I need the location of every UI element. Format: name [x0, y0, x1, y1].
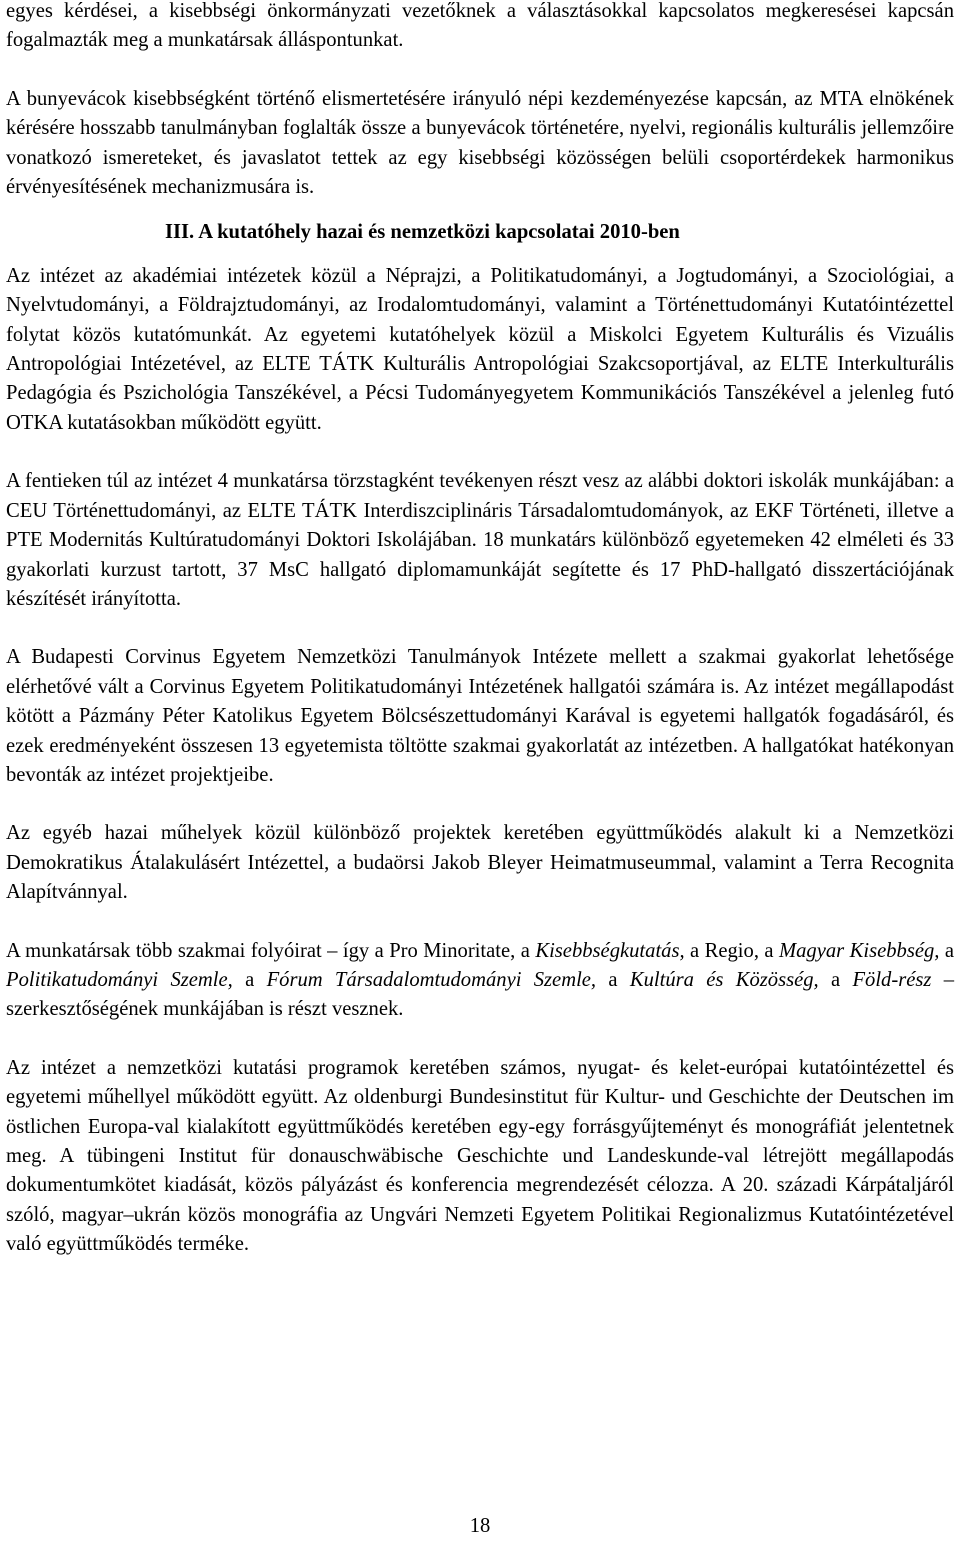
journal-kultura-es-kozosseg: Kultúra és Közösség,: [629, 968, 819, 991]
journals-text: , a: [510, 939, 536, 962]
journal-kisebbsegkutatas: Kisebbségkutatás,: [535, 939, 685, 962]
paragraph-doctoral-schools: A fentieken túl az intézet 4 munkatársa törzstagként tevékenyen részt vesz az alábbi doktori iskolák munkájában: a CEU Történettudományi, az ELTE TÁTK Interdiszciplináris Társadalomtudományok, az EKF Történeti, illetve a PTE Modernitás Kultúratudományi Doktori Iskolájában. 18 munkatárs különböző egyetemeken 42 elméleti és 33 gyakorlati kurzust tartott, 37 MsC hallgató diplomamunkáját segítette és 17 PhD-hallgató disszertációjának készítését irányította.: [6, 470, 954, 610]
paragraph-international: Az intézet a nemzetközi kutatási programok keretében számos, nyugat- és kelet-európai kutatóintézettel és egyetemi műhellyel működött együtt. Az oldenburgi Bundesinstitut für Kultur- und Geschichte der Deutschen im östlichen Europa-val kialakított együttműködés keretében egy-egy forrásgyűjteményt és monográfiát jelentetnek meg. A tübingeni Institut für donauschwäbische Geschichte und Landeskunde-val létrejött megállapodás dokumentumkötet kiadását, közös pályázást és konferencia megrendezését célozza. A 20. századi Kárpátaljáról szóló, magyar–ukrán közös monográfia az Ungvári Nemzeti Egyetem Politikai Regionalizmus Kutatóintézetével való együttműködés terméke.: [6, 1056, 954, 1256]
journals-text: a: [939, 939, 955, 962]
journal-pro-minoritate: Pro Minoritate: [389, 939, 511, 962]
journals-text: a Regio, a: [684, 939, 779, 962]
journal-forum: Fórum Társadalomtudományi Szemle,: [266, 968, 597, 991]
journal-magyar-kisebbseg: Magyar Kisebbség,: [778, 939, 940, 962]
page-number: 18: [469, 1515, 491, 1537]
journal-fold-resz: Föld-rész: [852, 968, 932, 991]
journals-text: a: [818, 968, 853, 991]
paragraph-domestic-workshops: Az egyéb hazai műhelyek közül különböző projektek keretében együttműködés alakult ki a Nemzetközi Demokratikus Átalakulásért Intézettel, a budaörsi Jakob Bleyer Heimatmuseummal, valamint a Terra Recognita Alapítvánnyal.: [6, 822, 954, 904]
journals-text: – szerkesztőségének munkájában is részt vesznek.: [6, 968, 954, 1021]
paragraph-bunyevac: A bunyevácok kisebbségként történő elismertetésére irányuló népi kezdeményezése kapcsán, az MTA elnökének kérésére hosszabb tanulmányban foglalták össze a bunyevácok történetére, nyelvi, regionális kulturális jellemzőire vonatkozó ismereteket, és javaslatot tettek az egy kisebbségi közösségen belüli csoportérdekek harmonikus érvényesítésének mechanizmusára is.: [6, 87, 954, 199]
journal-politikatudomanyi-szemle: Politikatudományi Szemle,: [6, 968, 233, 991]
document-page: [6, 0, 954, 1260]
journals-text: A munkatársak több szakmai folyóirat – így a: [6, 939, 390, 962]
section-heading: III. A kutatóhely hazai és nemzetközi kapcsolatai 2010-ben: [165, 221, 680, 244]
paragraph-journals: [6, 937, 954, 1025]
journals-text: a: [596, 968, 630, 991]
paragraph-corvinus: A Budapesti Corvinus Egyetem Nemzetközi Tanulmányok Intézete mellett a szakmai gyakorlat lehetősége elérhetővé vált a Corvinus Egyetem Politikatudományi Intézetének hallgatói számára is. Az intézet megállapodást kötött a Pázmány Péter Katolikus Egyetem Bölcsészettudományi Karával is egyetemi hallgatók fogadásáról, és ezek eredményeként összesen 13 egyetemista töltötte szakmai gyakorlatát az intézetben. A hallgatókat hatékonyan bevonták az intézet projektjeibe.: [6, 646, 954, 786]
paragraph-academic-institutes: Az intézet az akadémiai intézetek közül a Néprajzi, a Politikatudományi, a Jogtudományi, a Szociológiai, a Nyelvtudományi, a Földrajztudományi, az Irodalomtudományi, valamint a Történettudományi Kutatóintézettel folytat közös kutatómunkát. Az egyetemi kutatóhelyek közül a Miskolci Egyetem Kulturális és Vizuális Antropológiai Intézetével, az ELTE TÁTK Kulturális Antropológiai Szakcsoportjával, az ELTE Interkulturális Pedagógia és Pszichológia Tanszékével, a Pécsi Tudományegyetem Kommunikációs Tanszékével a jelenleg futó OTKA kutatásokban működött együtt.: [6, 264, 954, 434]
journals-text: a: [232, 968, 267, 991]
paragraph-continuation: egyes kérdései, a kisebbségi önkormányzati vezetőknek a választásokkal kapcsolatos megkeresései kapcsán fogalmazták meg a munkatársak álláspontunkat.: [6, 0, 954, 52]
